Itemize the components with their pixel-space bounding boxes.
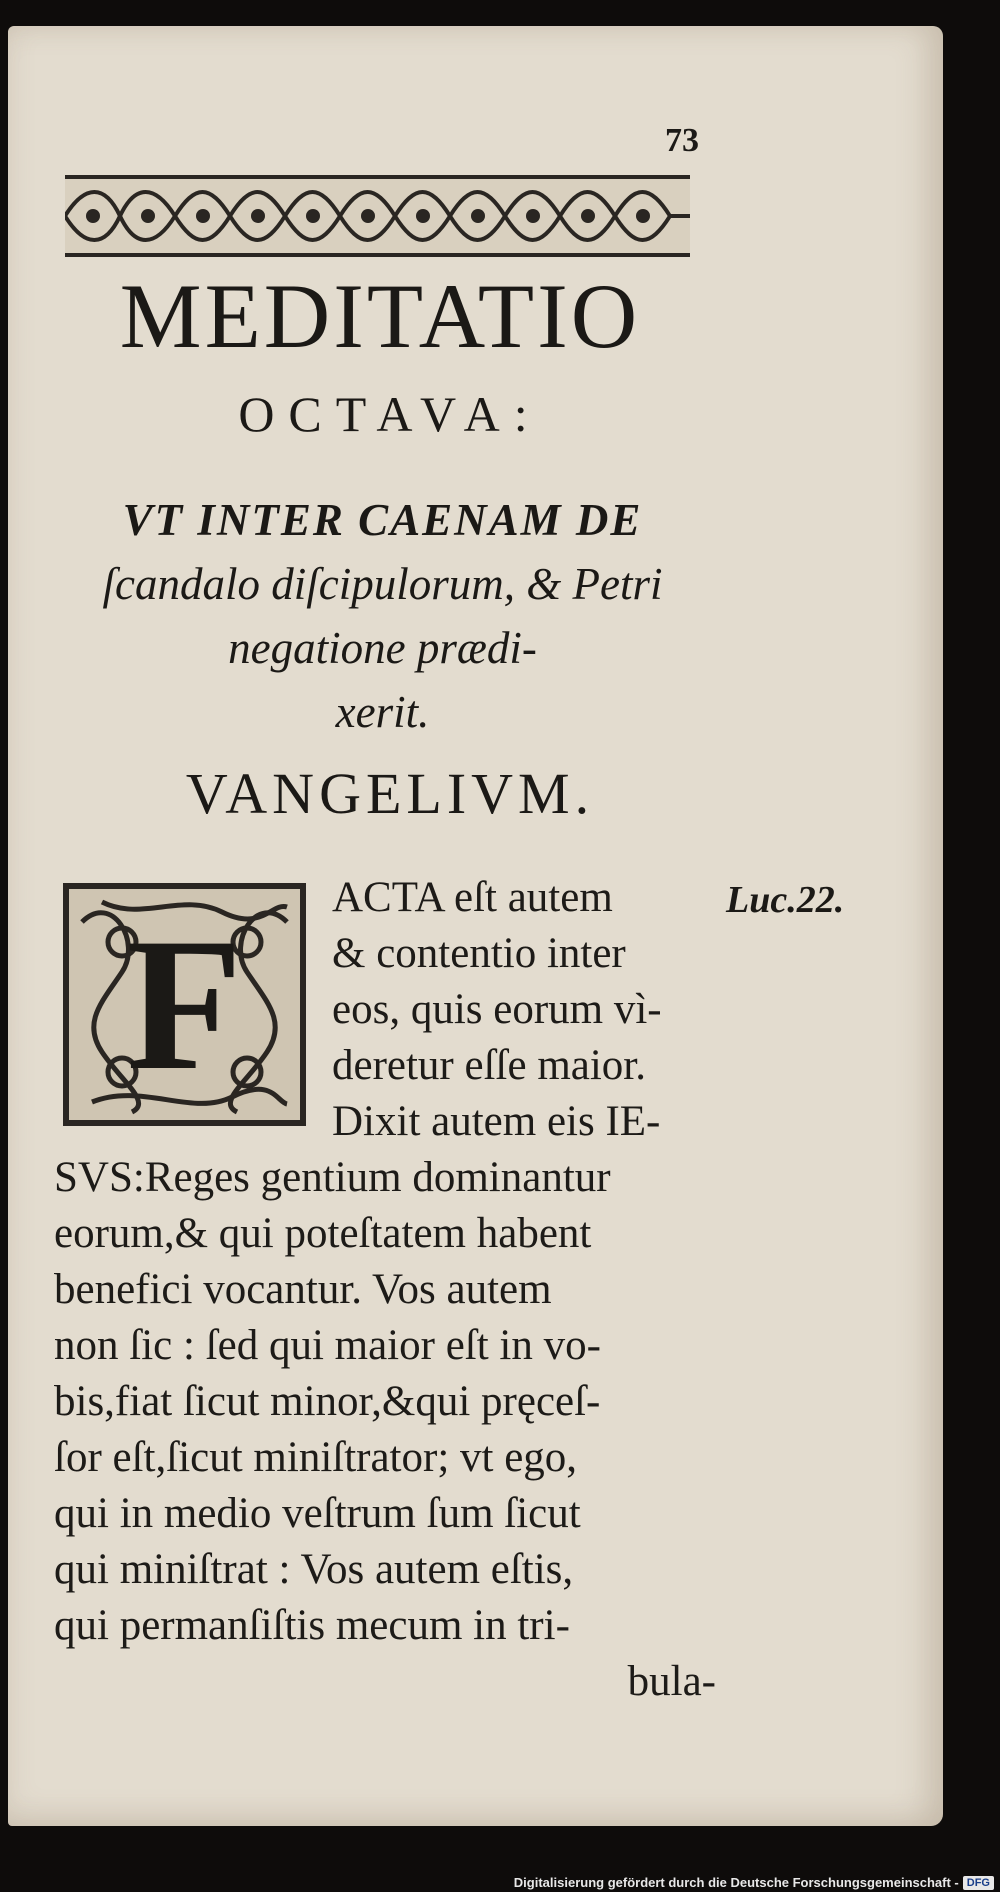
text-line: bis,fiat ſicut minor,&qui pręceſ- <box>54 1378 601 1425</box>
text-line: qui miniſtrat : Vos autem eſtis, <box>54 1546 574 1593</box>
text-line: benefici vocantur. Vos autem <box>54 1266 552 1313</box>
ornament-vine-icon <box>65 179 690 253</box>
text-line: qui in medio veſtrum ſum ſicut <box>54 1490 581 1537</box>
digitization-credit <box>514 1875 994 1890</box>
argument-line: xerit. <box>335 687 430 737</box>
argument-line: ſcandalo diſcipulorum, & Petri <box>102 559 663 609</box>
text-line: deretur eſſe maior. <box>332 1042 646 1089</box>
text-line: SVS:Reges gentium dominantur <box>54 1154 611 1201</box>
dfg-logo-icon: DFG <box>963 1876 994 1890</box>
text-line: eos, quis eorum vì- <box>332 986 662 1033</box>
text-line: eorum,& qui poteſtatem habent <box>54 1210 592 1257</box>
page-number: 73 <box>665 122 699 159</box>
argument-summary <box>50 488 715 744</box>
text-line-catchword: bula- <box>627 1658 716 1705</box>
text-line: ſor eſt,ſicut miniſtrator; vt ego, <box>54 1434 578 1481</box>
section-heading: VANGELIVM. <box>185 761 595 826</box>
initial-letter: F <box>126 899 243 1110</box>
text-line: qui permanſiſtis mecum in tri- <box>54 1602 570 1649</box>
margin-reference: Luc.22. <box>726 879 845 921</box>
argument-line: negatione prædi- <box>228 623 537 673</box>
argument-line: VT INTER CAENAM DE <box>122 495 643 545</box>
gospel-text <box>54 870 724 1710</box>
page-subtitle: OCTAVA: <box>238 386 542 442</box>
ornamental-headpiece <box>65 175 690 257</box>
text-line: Dixit autem eis IE- <box>332 1098 661 1145</box>
text-line: ACTA eſt autem <box>332 874 613 921</box>
page-title: MEDITATIO <box>119 265 641 367</box>
text-line: non ſic : ſed qui maior eſt in vo- <box>54 1322 601 1369</box>
text-line: & contentio inter <box>332 930 626 977</box>
footer-text: Digitalisierung gefördert durch die Deutsche Forschungsgemeinschaft - <box>513 1875 959 1890</box>
